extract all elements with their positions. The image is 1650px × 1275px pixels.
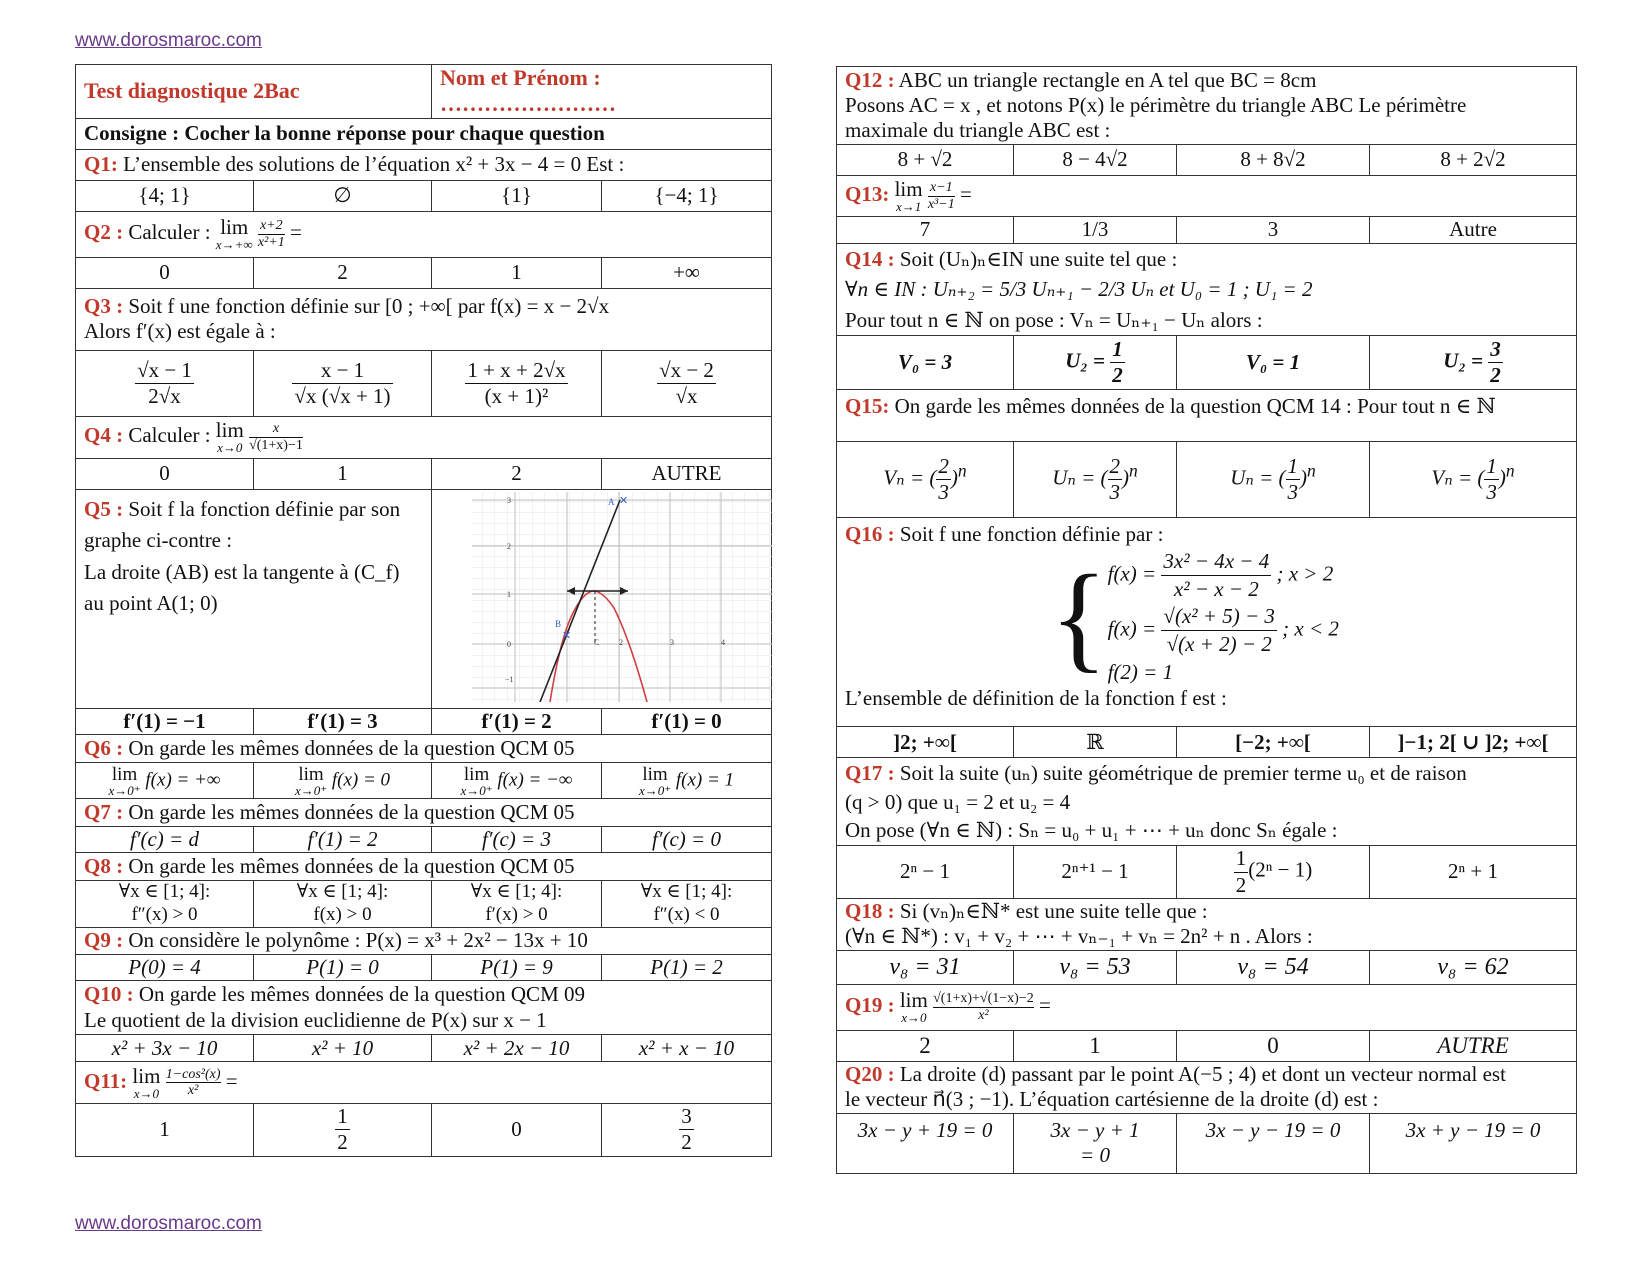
q14-label: Q14 :	[845, 247, 895, 271]
q8-label: Q8 :	[84, 854, 124, 879]
q18-label: Q18 :	[845, 899, 895, 923]
q6-question	[76, 735, 772, 763]
q4-question	[76, 416, 772, 458]
q5-line4: au point A(1; 0)	[84, 591, 218, 616]
svg-text:4: 4	[721, 637, 725, 647]
q11-answer-3[interactable]: 0	[432, 1104, 602, 1156]
q4-limit: lim x→0	[215, 418, 244, 456]
svg-text:2: 2	[507, 541, 511, 551]
q11-answer-1[interactable]: 1	[76, 1104, 254, 1156]
q8-answer-3[interactable]: ∀x ∈ [1; 4]: f′(x) > 0	[432, 881, 602, 928]
header-link[interactable]: www.dorosmaroc.com	[75, 30, 262, 51]
q5-point-b-marker: ✕	[562, 629, 572, 642]
q4-text: Calculer :	[128, 423, 211, 448]
q14-line2: ∀n ∈ IN : Uₙ₊₂ = 5/3 Uₙ₊₁ − 2/3 Uₙ et U₀ = 1 ; U₁ = 2	[845, 277, 1313, 302]
q13-fraction: $\frac{x-1}{\text{x³−1}}$	[927, 180, 955, 212]
q3-line1: Soit f une fonction définie sur [0 ; +∞[ par f(x) = x − 2√x	[128, 294, 610, 319]
q1-label: Q1:	[84, 152, 118, 177]
q10-answer-1[interactable]: x² + 3x − 10	[76, 1035, 254, 1062]
q18-question	[837, 898, 1577, 950]
q9-label: Q9 :	[84, 928, 124, 953]
q7-answer-3[interactable]: f′(c) = 3	[432, 827, 602, 853]
q3-answer-4[interactable]: $\frac{√x - 2}{√x}$	[602, 350, 772, 416]
q7-answer-1[interactable]: f′(c) = d	[76, 827, 254, 853]
q5-answer-4[interactable]: f′(1) = 0	[602, 708, 772, 734]
instruction-label: Consigne :	[84, 121, 180, 146]
test-title: Test diagnostique 2Bac	[76, 65, 432, 119]
q14-answer-4[interactable]: U₂ = $\frac{3}{2}$	[1370, 336, 1577, 390]
q15-answer-3[interactable]: Uₙ = ( $\frac{1}{3}$ )$^n$	[1177, 442, 1370, 518]
svg-text:2: 2	[619, 637, 623, 647]
q16-case3: f(2) = 1	[1107, 659, 1174, 684]
q13-answer-3[interactable]: 3	[1177, 217, 1370, 244]
left-quiz-table	[75, 64, 772, 1157]
q2-answer-2[interactable]: 2	[254, 257, 432, 288]
q3-line2: Alors f′(x) est égale à :	[84, 319, 276, 344]
q20-line2: le vecteur n⃗(3 ; −1). L’équation cartésienne de la droite (d) est :	[845, 1087, 1379, 1112]
q8-answer-1[interactable]: ∀x ∈ [1; 4]: f″(x) > 0	[76, 881, 254, 928]
q6-answer-1[interactable]: lim x→0⁺ f(x) = +∞	[76, 763, 254, 799]
q17-question	[837, 758, 1577, 846]
q20-label: Q20 :	[845, 1062, 895, 1086]
q14-answer-3[interactable]: V₀ = 1	[1177, 336, 1370, 390]
q5-graph-cell	[432, 489, 772, 708]
q2-answer-3[interactable]: 1	[432, 257, 602, 288]
q10-label: Q10 :	[84, 982, 134, 1007]
q18-answer-3[interactable]: v₈ = 54	[1177, 950, 1370, 984]
q1-answer-4[interactable]: {−4; 1}	[602, 180, 772, 211]
q3-label: Q3 :	[84, 294, 124, 319]
q20-answer-3[interactable]: 3x − y − 19 = 0	[1177, 1113, 1370, 1173]
q5-question	[76, 489, 432, 708]
q18-answer-2[interactable]: v₈ = 53	[1014, 950, 1177, 984]
q12-label: Q12 :	[845, 67, 895, 92]
q12-line3: maximale du triangle ABC est :	[845, 118, 1111, 143]
q10-answer-2[interactable]: x² + 10	[254, 1035, 432, 1062]
q15-text: On garde les mêmes données de la question QCM 14 : Pour tout n ∈ ℕ	[894, 394, 1496, 419]
svg-text:3: 3	[507, 495, 511, 505]
q14-answer-1[interactable]: V₀ = 3	[837, 336, 1014, 390]
q8-text: On garde les mêmes données de la question QCM 05	[128, 854, 575, 879]
q6-label: Q6 :	[84, 736, 124, 761]
q9-question	[76, 927, 772, 954]
q7-answer-2[interactable]: f′(1) = 2	[254, 827, 432, 853]
q15-answer-4[interactable]: Vₙ = ( $\frac{1}{3}$ )$^n$	[1370, 442, 1577, 518]
q6-answer-2[interactable]: lim x→0⁺ f(x) = 0	[254, 763, 432, 799]
q1-text: L’ensemble des solutions de l’équation x² + 3x − 4 = 0 Est :	[123, 152, 625, 177]
q11-label: Q11:	[84, 1068, 128, 1093]
q16-answer-3[interactable]: [−2; +∞[	[1177, 727, 1370, 758]
q2-question: Q2 : Calculer : lim x→+∞ $\frac{x+2}{\text{x²+1}}$ =	[76, 211, 772, 257]
q5-answer-3[interactable]: f′(1) = 2	[432, 708, 602, 734]
q14-line1: Soit (Uₙ)ₙ∈IN une suite tel que :	[899, 247, 1178, 271]
q2-answer-4[interactable]: +∞	[602, 257, 772, 288]
q4-answer-4[interactable]: AUTRE	[602, 458, 772, 489]
svg-text:3: 3	[670, 637, 674, 647]
name-field[interactable]: Nom et Prénom : ……………………	[432, 65, 772, 119]
q17-label: Q17 :	[845, 761, 895, 786]
q17-answer-2[interactable]: 2ⁿ⁺¹ − 1	[1014, 846, 1177, 898]
svg-text:0: 0	[507, 639, 511, 649]
q7-question	[76, 799, 772, 827]
q5-point-b-label: B	[555, 618, 562, 629]
q7-text: On garde les mêmes données de la question QCM 05	[128, 800, 575, 825]
q13-limit: lim x→1	[894, 177, 923, 214]
q15-answer-2[interactable]: Uₙ = ( $\frac{2}{3}$ )$^n$	[1014, 442, 1177, 518]
q15-answer-1[interactable]: Vₙ = ( $\frac{2}{3}$ )$^n$	[837, 442, 1014, 518]
q17-answer-3[interactable]: $\frac{1}{2}$ (2ⁿ − 1)	[1177, 846, 1370, 898]
q3-answer-2[interactable]: $\frac{x - 1}{√x (√x + 1)}$	[254, 350, 432, 416]
q16-label: Q16 :	[845, 522, 895, 547]
q11-answer-4[interactable]: $\frac{3}{2}$	[602, 1104, 772, 1156]
q16-piecewise	[1050, 548, 1568, 686]
q7-answer-4[interactable]: f′(c) = 0	[602, 827, 772, 853]
q17-line1: Soit la suite (uₙ) suite géométrique de premier terme u₀ et de raison	[899, 761, 1467, 786]
q1-question	[76, 149, 772, 180]
q20-answer-1[interactable]: 3x − y + 19 = 0	[837, 1113, 1014, 1173]
q6-answer-4[interactable]: lim x→0⁺ f(x) = 1	[602, 763, 772, 799]
q12-answer-4[interactable]: 8 + 2√2	[1370, 145, 1577, 176]
q3-answer-1[interactable]: $\frac{√x - 1}{2√x}$	[76, 350, 254, 416]
q6-answer-3[interactable]: lim x→0⁺ f(x) = −∞	[432, 763, 602, 799]
q9-answer-3[interactable]: P(1) = 9	[432, 954, 602, 980]
q13-label: Q13:	[845, 181, 890, 206]
q10-answer-3[interactable]: x² + 2x − 10	[432, 1035, 602, 1062]
q19-answer-3[interactable]: 0	[1177, 1030, 1370, 1061]
q2-text: Calculer :	[128, 220, 211, 245]
q16-answer-1[interactable]: ]2; +∞[	[837, 727, 1014, 758]
q19-answer-1[interactable]: 2	[837, 1030, 1014, 1061]
q14-answer-2[interactable]: U₂ = $\frac{1}{2}$	[1014, 336, 1177, 390]
q16-case2: f(x) = $\frac{\text{√(x² + 5) − 3}}{√(x + 2) - 2}$ ; x < 2	[1107, 604, 1339, 657]
q11-question: Q11: lim x→0 $\frac{\text{1−cos²(x)}}{\text{x²}}$ =	[76, 1062, 772, 1104]
q2-limit: lim x→+∞	[215, 215, 253, 253]
q17-answer-4[interactable]: 2ⁿ + 1	[1370, 846, 1577, 898]
instruction-text: Cocher la bonne réponse pour chaque question	[184, 121, 605, 146]
q18-line1: Si (vₙ)ₙ∈ℕ* est une suite telle que :	[899, 899, 1208, 923]
q5-line1: Soit f la fonction définie par son	[128, 496, 401, 521]
q10-line1: On garde les mêmes données de la question QCM 09	[138, 982, 585, 1007]
q4-answer-2[interactable]: 1	[254, 458, 432, 489]
q16-answer-2[interactable]: ℝ	[1014, 727, 1177, 758]
q10-question	[76, 981, 772, 1035]
q5-function-graph	[432, 490, 772, 702]
q10-answer-4[interactable]: x² + x − 10	[602, 1035, 772, 1062]
q18-answer-1[interactable]: v₈ = 31	[837, 950, 1014, 984]
q12-question	[837, 67, 1577, 145]
q19-answer-2[interactable]: 1	[1014, 1030, 1177, 1061]
q2-answer-1[interactable]: 0	[76, 257, 254, 288]
q9-answer-4[interactable]: P(1) = 2	[602, 954, 772, 980]
q2-label: Q2 :	[84, 220, 124, 245]
q5-line2: graphe ci-contre :	[84, 528, 233, 553]
q1-answer-3[interactable]: {1}	[432, 180, 602, 211]
right-quiz-table	[836, 66, 1577, 1174]
q9-answer-2[interactable]: P(1) = 0	[254, 954, 432, 980]
q16-brace: {	[1050, 549, 1108, 683]
q2-fraction: $\frac{x+2}{\text{x²+1}}$	[257, 218, 285, 250]
svg-text:C: C	[594, 637, 600, 647]
q5-point-a-label: A	[608, 496, 615, 507]
q12-answer-3[interactable]: 8 + 8√2	[1177, 145, 1370, 176]
q10-line2: Le quotient de la division euclidienne de P(x) sur x − 1	[84, 1007, 547, 1032]
q20-answer-4[interactable]: 3x + y − 19 = 0	[1370, 1113, 1577, 1173]
q15-question	[837, 390, 1577, 442]
q19-label: Q19 :	[845, 993, 895, 1017]
q16-answer-4[interactable]: ]−1; 2[ ∪ ]2; +∞[	[1370, 727, 1577, 758]
q13-answer-4[interactable]: Autre	[1370, 217, 1577, 244]
q16-case1: f(x) = $\frac{\text{3x² − 4x − 4}}{\text{x² − x − 2}}$ ; x > 2	[1107, 548, 1334, 601]
q20-line1: La droite (d) passant par le point A(−5 ; 4) et dont un vecteur normal est	[899, 1062, 1506, 1086]
q5-point-a-marker: ✕	[619, 494, 629, 507]
q4-answer-3[interactable]: 2	[432, 458, 602, 489]
q16-line1: Soit f une fonction définie par :	[899, 522, 1164, 547]
q17-line3: On pose (∀n ∈ ℕ) : Sₙ = u₀ + u₁ + ⋯ + uₙ donc Sₙ égale :	[845, 817, 1338, 842]
q12-answer-1[interactable]: 8 + √2	[837, 145, 1014, 176]
q16-question	[837, 518, 1577, 727]
q12-line2: Posons AC = x , et notons P(x) le périmètre du triangle ABC Le périmètre	[845, 92, 1467, 117]
q17-line2: (q > 0) que u₁ = 2 et u₂ = 4	[845, 789, 1071, 814]
svg-text:−1: −1	[505, 674, 514, 684]
q17-answer-1[interactable]: 2ⁿ − 1	[837, 846, 1014, 898]
q11-fraction: $\frac{\text{1−cos²(x)}}{\text{x²}}$	[165, 1066, 221, 1099]
q9-text: On considère le polynôme : P(x) = x³ + 2x² − 13x + 10	[128, 928, 588, 953]
q4-fraction: $\frac{x}{√(1+x)-1}$	[249, 421, 303, 453]
q12-line1: ABC un triangle rectangle en A tel que BC = 8cm	[898, 67, 1317, 92]
q19-answer-4[interactable]: AUTRE	[1370, 1030, 1577, 1061]
q5-line3: La droite (AB) est la tangente à (C_f)	[84, 559, 400, 584]
instruction	[76, 118, 772, 149]
q7-label: Q7 :	[84, 800, 124, 825]
q5-label: Q5 :	[84, 496, 124, 521]
svg-text:1: 1	[507, 589, 511, 599]
q8-answer-2[interactable]: ∀x ∈ [1; 4]: f(x) > 0	[254, 881, 432, 928]
q15-label: Q15:	[845, 394, 890, 419]
q18-answer-4[interactable]: v₈ = 62	[1370, 950, 1577, 984]
q8-answer-4[interactable]: ∀x ∈ [1; 4]: f″(x) < 0	[602, 881, 772, 928]
q19-fraction: $\frac{√(1+x)+√(1-x)-2}{\text{x²}}$	[933, 991, 1034, 1023]
footer-link[interactable]: www.dorosmaroc.com	[75, 1213, 262, 1234]
q11-limit: lim x→0	[132, 1063, 161, 1101]
q13-answer-1[interactable]: 7	[837, 217, 1014, 244]
q4-label: Q4 :	[84, 423, 124, 448]
q3-question	[76, 288, 772, 350]
q19-question: Q19 : lim x→0 $\frac{√(1+x)+√(1-x)-2}{\text{x²}}$ =	[837, 984, 1577, 1030]
q13-answer-2[interactable]: 1/3	[1014, 217, 1177, 244]
q14-line3: Pour tout n ∈ ℕ on pose : Vₙ = Uₙ₊₁ − Uₙ alors :	[845, 307, 1263, 332]
q19-limit: lim x→0	[899, 988, 928, 1026]
q20-question	[837, 1061, 1577, 1113]
q14-question	[837, 244, 1577, 336]
q1-answer-2[interactable]: ∅	[254, 180, 432, 211]
q5-answer-2[interactable]: f′(1) = 3	[254, 708, 432, 734]
q6-text: On garde les mêmes données de la question QCM 05	[128, 736, 575, 761]
q11-answer-2[interactable]: $\frac{1}{2}$	[254, 1104, 432, 1156]
q4-answer-1[interactable]: 0	[76, 458, 254, 489]
q12-answer-2[interactable]: 8 − 4√2	[1014, 145, 1177, 176]
q3-answer-3[interactable]: $\frac{1 + x + 2√x}{\text{(x + 1)²}}$	[432, 350, 602, 416]
q16-line2: L’ensemble de définition de la fonction f est :	[845, 685, 1227, 710]
q18-line2: (∀n ∈ ℕ*) : v₁ + v₂ + ⋯ + vₙ₋₁ + vₙ = 2n² + n . Alors :	[845, 924, 1313, 949]
q1-answer-1[interactable]: {4; 1}	[76, 180, 254, 211]
q13-question: Q13: lim x→1 $\frac{x-1}{\text{x³−1}}$ =	[837, 176, 1577, 217]
q8-question	[76, 853, 772, 881]
q9-answer-1[interactable]: P(0) = 4	[76, 954, 254, 980]
q20-answer-2[interactable]: 3x − y + 1 = 0	[1014, 1113, 1177, 1173]
q5-answer-1[interactable]: f′(1) = −1	[76, 708, 254, 734]
